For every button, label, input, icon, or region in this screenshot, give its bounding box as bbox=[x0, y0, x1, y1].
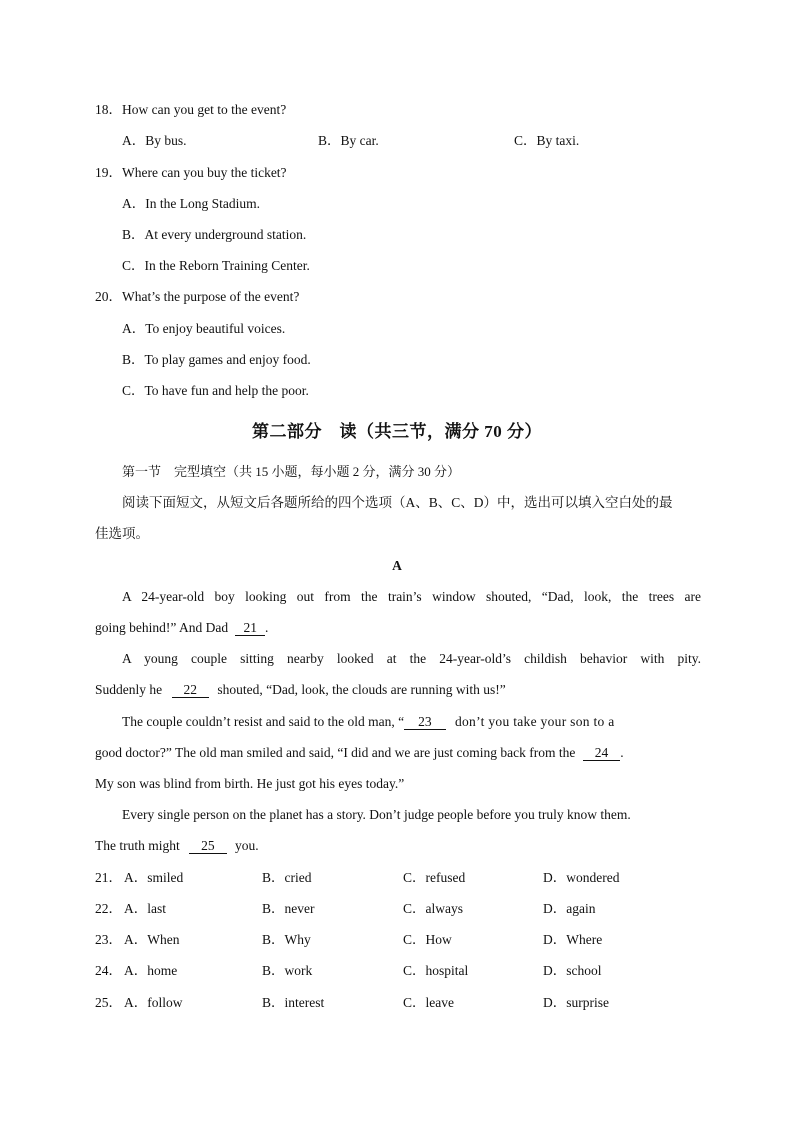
choice-option-d: D．surprise bbox=[543, 995, 609, 1010]
question-18-stem: 18．How can you get to the event? bbox=[95, 102, 287, 117]
choice-number: 21． bbox=[95, 870, 122, 885]
blank-21: 21 bbox=[235, 620, 265, 636]
question-20-option-b: B．To play games and enjoy food. bbox=[122, 352, 311, 367]
question-20-option-a: A．To enjoy beautiful voices. bbox=[122, 321, 286, 336]
passage-text: Suddenly he bbox=[95, 682, 163, 697]
passage-p4-line1: Every single person on the planet has a story. Don’t judge people before you truly know them. bbox=[122, 807, 631, 822]
choice-option-a: A．home bbox=[124, 963, 178, 978]
passage-p4-line2 bbox=[95, 837, 259, 855]
passage-text: . bbox=[620, 745, 624, 760]
choice-number: 24． bbox=[95, 963, 122, 978]
question-18-option-a: A．By bus. bbox=[122, 133, 187, 148]
passage-p3-line3: My son was blind from birth. He just got his eyes today.” bbox=[95, 776, 405, 791]
choice-option-d: D．school bbox=[543, 963, 602, 978]
question-19-option-b: B．At every underground station. bbox=[122, 227, 307, 242]
choice-number: 25． bbox=[95, 995, 122, 1010]
question-18-option-c: C．By taxi. bbox=[514, 133, 580, 148]
choice-option-c: C．hospital bbox=[403, 963, 469, 978]
passage-text: don’t you take your son to a bbox=[454, 714, 615, 729]
question-19-stem: 19．Where can you buy the ticket? bbox=[95, 165, 287, 180]
choice-option-a: A．last bbox=[124, 901, 166, 916]
choice-option-a: A．follow bbox=[124, 995, 183, 1010]
instructions-line-1: 阅读下面短文，从短文后各题所给的四个选项（A、B、C、D）中，选出可以填入空白处的最 bbox=[122, 495, 673, 510]
instructions-line-2: 佳选项。 bbox=[95, 526, 149, 541]
passage-p3-line2 bbox=[95, 744, 624, 762]
question-20-stem: 20．What’s the purpose of the event? bbox=[95, 289, 300, 304]
choice-option-d: D．wondered bbox=[543, 870, 620, 885]
passage-p3-line1 bbox=[122, 713, 615, 731]
passage-text: The couple couldn’t resist and said to the old man, “ bbox=[122, 714, 405, 729]
choice-option-b: B．work bbox=[262, 963, 313, 978]
blank-22: 22 bbox=[172, 682, 210, 698]
question-18-option-b: B．By car. bbox=[318, 133, 379, 148]
passage-p1-line2 bbox=[95, 619, 268, 637]
choice-option-a: A．When bbox=[124, 932, 180, 947]
choice-number: 23． bbox=[95, 932, 122, 947]
passage-p2-line2 bbox=[95, 681, 506, 699]
passage-text: The truth might bbox=[95, 838, 180, 853]
blank-24: 24 bbox=[583, 745, 621, 761]
passage-text: shouted, “Dad, look, the clouds are running with us!” bbox=[217, 682, 506, 697]
passage-p2-line1: A young couple sitting nearby looked at the 24-year-old’s childish behavior with pity. bbox=[122, 651, 701, 666]
choice-number: 22． bbox=[95, 901, 122, 916]
blank-25: 25 bbox=[189, 838, 227, 854]
choice-option-b: B．cried bbox=[262, 870, 312, 885]
choice-option-b: B．never bbox=[262, 901, 315, 916]
passage-p1-line1: A 24-year-old boy looking out from the train’s window shouted, “Dad, look, the trees are bbox=[122, 589, 701, 604]
choice-option-b: B．Why bbox=[262, 932, 311, 947]
passage-text: good doctor?” The old man smiled and said, “I did and we are just coming back from the bbox=[95, 745, 576, 760]
choice-option-a: A．smiled bbox=[124, 870, 184, 885]
part-two-title: 第二部分 读（共三节，满分 70 分） bbox=[252, 422, 542, 441]
choice-option-b: B．interest bbox=[262, 995, 325, 1010]
section-one-title: 第一节 完型填空（共 15 小题，每小题 2 分，满分 30 分） bbox=[122, 464, 461, 479]
choice-option-c: C．refused bbox=[403, 870, 466, 885]
choice-option-c: C．leave bbox=[403, 995, 454, 1010]
choice-option-d: D．again bbox=[543, 901, 596, 916]
passage-text: going behind!” And Dad bbox=[95, 620, 229, 635]
choice-option-c: C．always bbox=[403, 901, 463, 916]
passage-text: . bbox=[264, 620, 269, 635]
passage-label: A bbox=[392, 558, 402, 573]
question-19-option-c: C．In the Reborn Training Center. bbox=[122, 258, 310, 273]
question-20-option-c: C．To have fun and help the poor. bbox=[122, 383, 309, 398]
blank-23: 23 bbox=[404, 714, 446, 730]
passage-text: you. bbox=[235, 838, 259, 853]
choice-option-d: D．Where bbox=[543, 932, 603, 947]
choice-option-c: C．How bbox=[403, 932, 452, 947]
question-19-option-a: A．In the Long Stadium. bbox=[122, 196, 260, 211]
